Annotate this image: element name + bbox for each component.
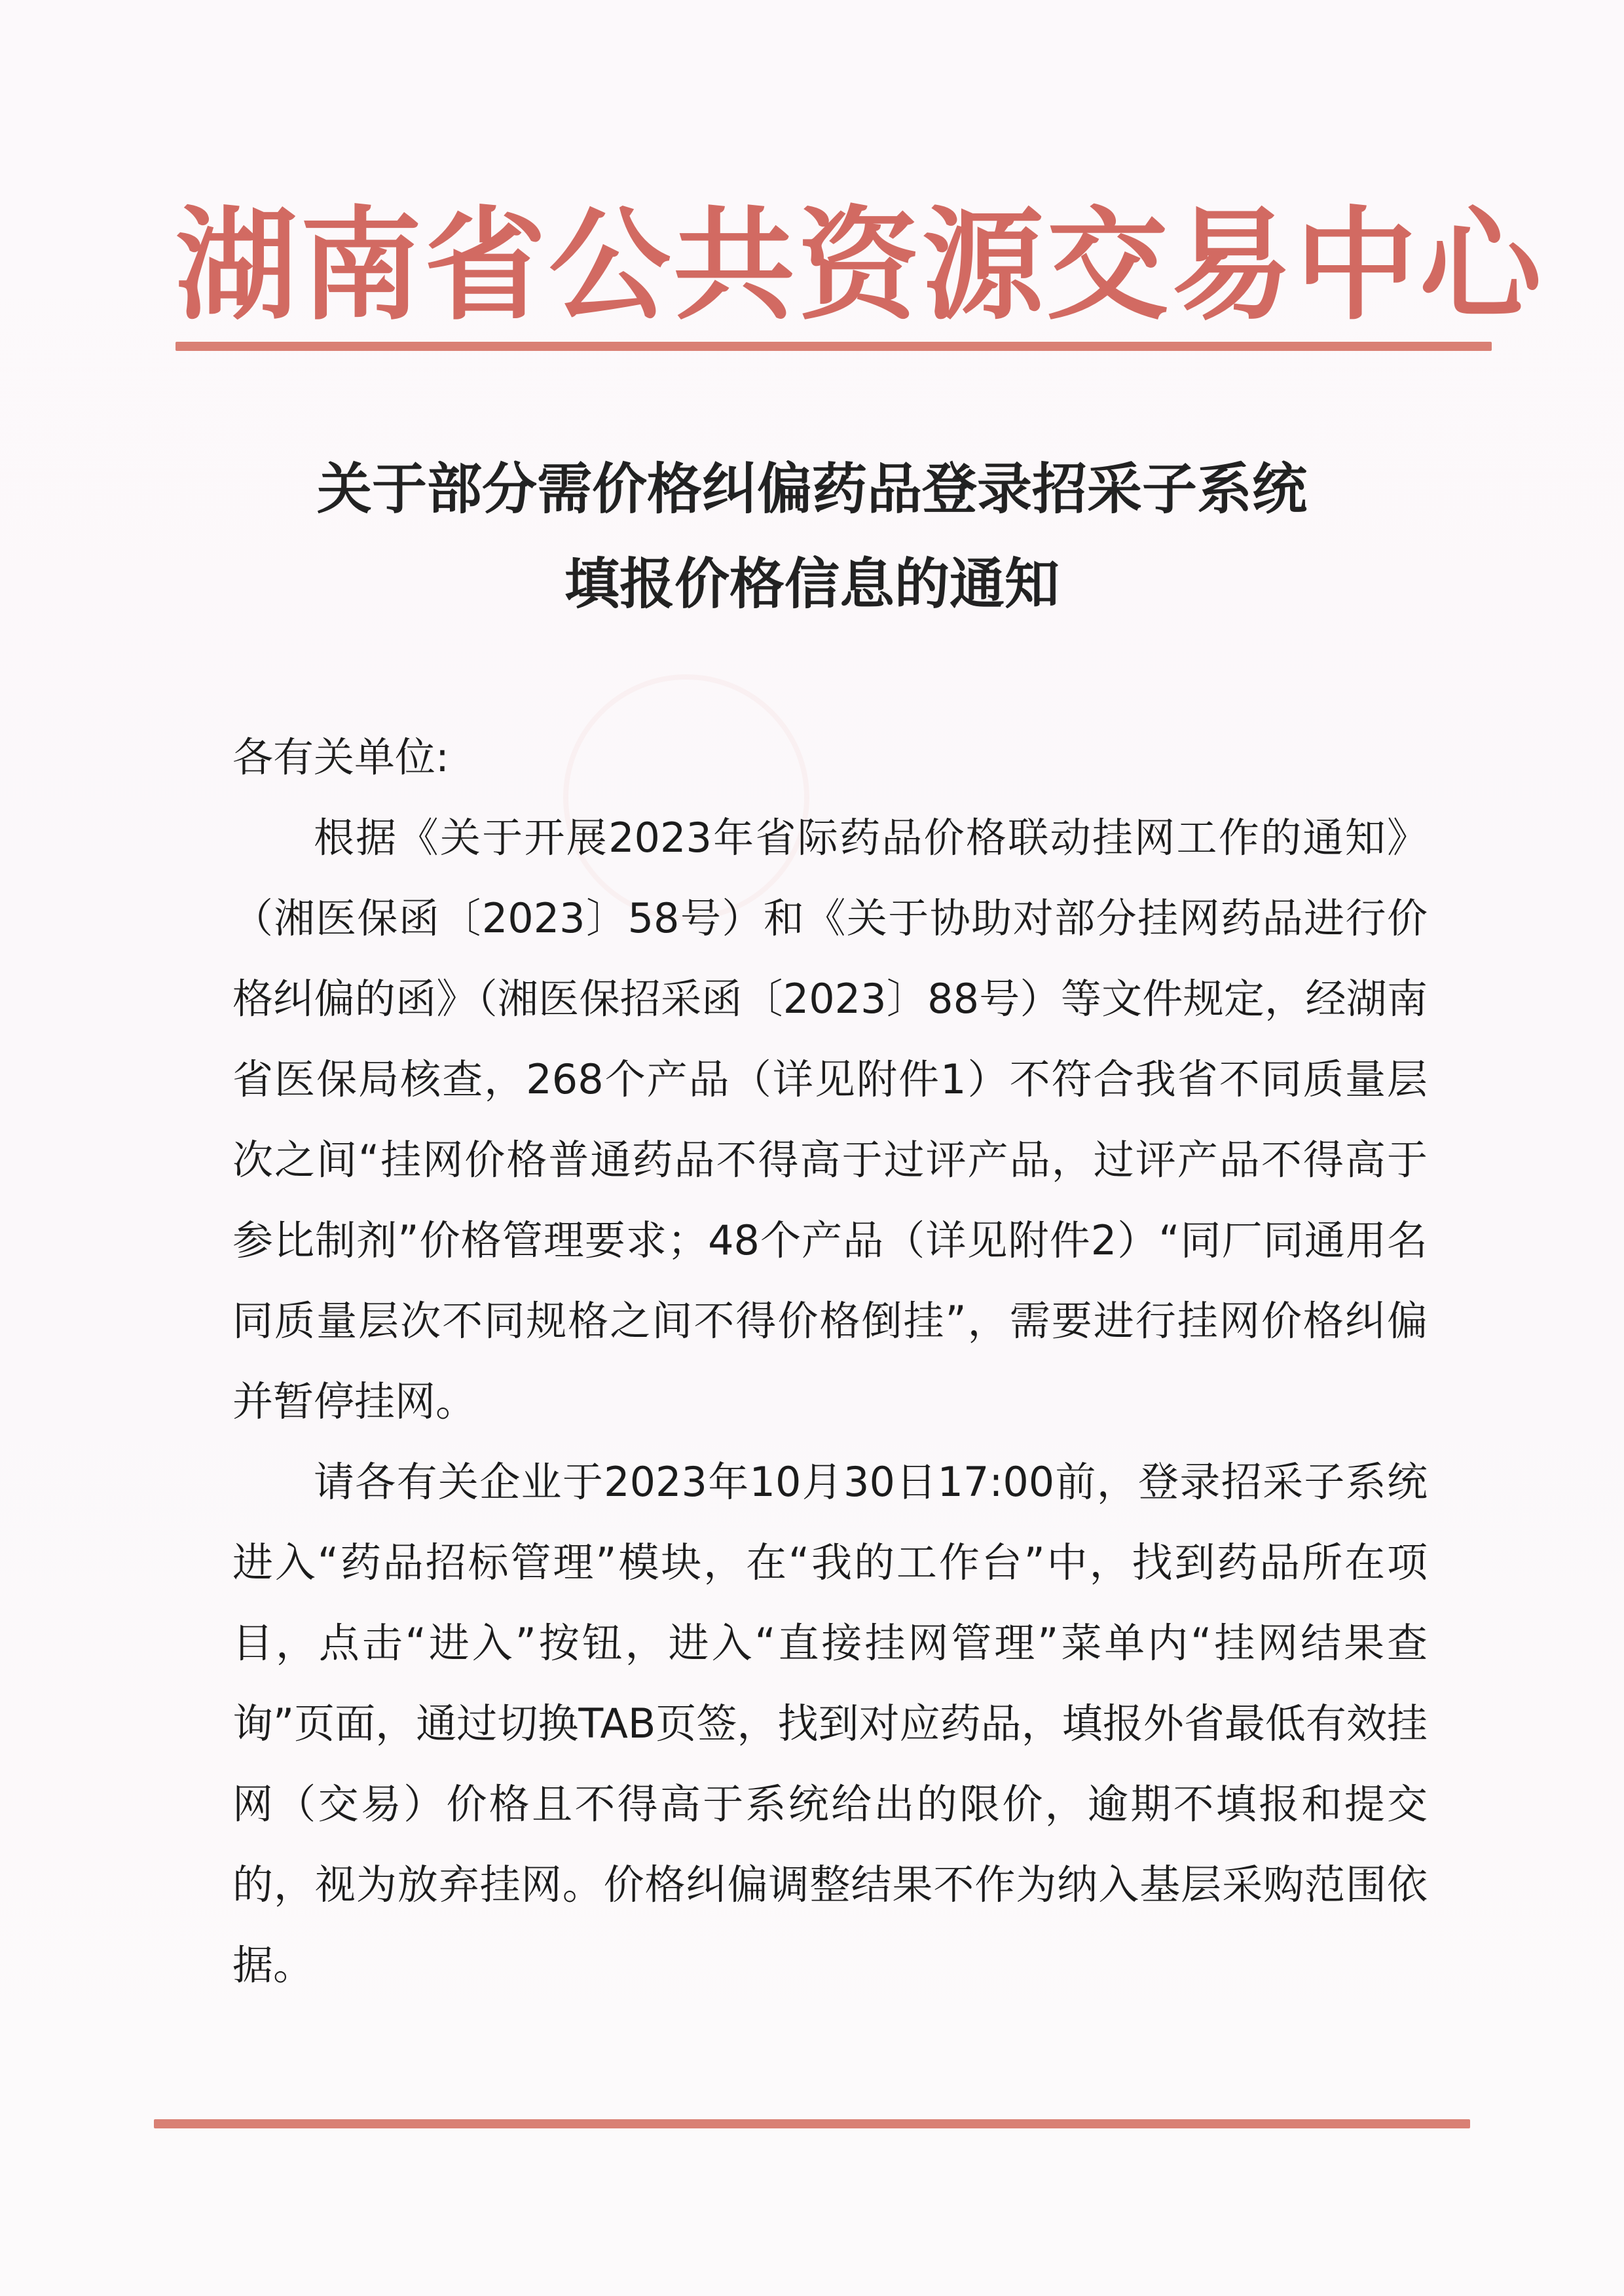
paragraph-1: 根据《关于开展2023年省际药品价格联动挂网工作的通知》（湘医保函〔2023〕58号）和《关于协助对部分挂网药品进行价格纠偏的函》（湘医保招采函〔2023〕88号）等文件规定，经湖南省医保局核查，268个产品（详见附件1）不符合我省不同质量层次之间“挂网价格普通药品不得高于过评产品，过评产品不得高于参比制剂”价格管理要求；48个产品（详见附件2）“同厂同通用名同质量层次不同规格之间不得价格倒挂”，需要进行挂网价格纠偏并暂停挂网。 (232, 814, 1428, 1425)
document-title-line-2: 填报价格信息的通知 (564, 551, 1060, 616)
paragraph-2: 请各有关企业于2023年10月30日17:00前，登录招采子系统进入“药品招标管理”模块，在“我的工作台”中，找到药品所在项目，点击“进入”按钮，进入“直接挂网管理”菜单内“挂网结果查询”页面，通过切换TAB页签，找到对应药品，填报外省最低有效挂网（交易）价格且不得高于系统给出的限价，逾期不填报和提交的，视为放弃挂网。价格纠偏调整结果不作为纳入基层采购范围依据。 (232, 1458, 1428, 1989)
masthead-org-name: 湖南省公共资源交易中心 (175, 193, 1545, 337)
document-body (232, 717, 1428, 2005)
salutation: 各有关单位: (232, 733, 449, 781)
masthead-red-rule (175, 342, 1492, 351)
footer-red-rule (154, 2119, 1470, 2128)
document-title-line-1: 关于部分需价格纠偏药品登录招采子系统 (316, 456, 1307, 521)
